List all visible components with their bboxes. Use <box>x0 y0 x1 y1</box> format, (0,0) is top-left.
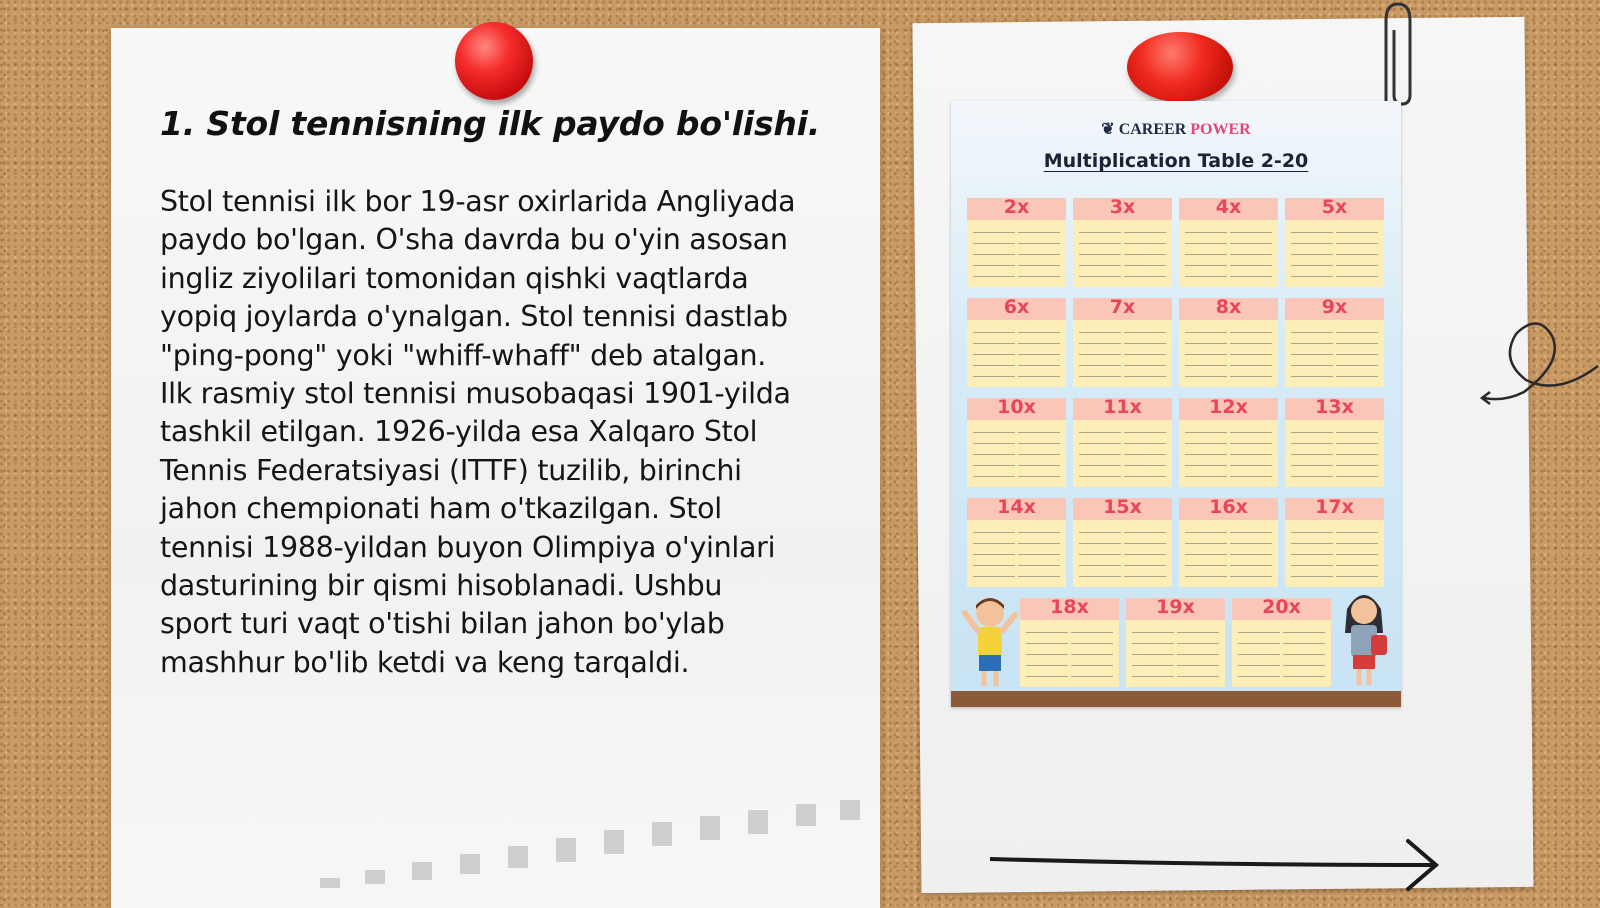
table-cell: 16x <box>1179 498 1278 587</box>
table-cell: 13x <box>1285 398 1384 487</box>
table-cell: 3x <box>1073 198 1172 287</box>
table-cell: 19x <box>1126 598 1225 687</box>
torn-paper-edge <box>320 800 880 900</box>
table-cell: 6x <box>967 298 1066 387</box>
table-grid <box>967 196 1387 618</box>
red-pushpin-icon <box>455 22 533 100</box>
table-cell: 14x <box>967 498 1066 587</box>
multiplication-table-poster <box>951 101 1401 707</box>
right-arrow-icon <box>990 835 1450 895</box>
slide-heading: 1. Stol tennisning ilk paydo bo'lishi. <box>160 104 821 143</box>
brand-mark-icon: ❦ <box>1101 121 1119 138</box>
table-cell: 11x <box>1073 398 1172 487</box>
table-cell: 2x <box>967 198 1066 287</box>
table-cell: 10x <box>967 398 1066 487</box>
poster-title: Multiplication Table 2-20 <box>1043 150 1309 172</box>
girl-cartoon-icon <box>1335 585 1393 691</box>
red-pushpin-icon <box>1127 32 1233 102</box>
slide-body-text: Stol tennisi ilk bor 19-asr oxirlarida Angliyada paydo bo'lgan. O'sha davrda bu o'yin asosan ingliz ziyolilari tomonidan qishki vaqtlarda yopiq joylarda o'ynalgan. Stol tennisi dastlab "ping-pong" yoki "whiff-whaff" deb atalgan. Ilk rasmiy stol tennisi musobaqasi 1901-yilda tashkil etilgan. 1926-yilda esa Xalqaro Stol Tennis Federatsiyasi (ITTF) tuzilib, birinchi jahon chempionati ham o'tkazilgan. Stol tennisi 1988-yildan buyon Olimpiya o'yinlari dasturining bir qismi hisoblanadi. Ushbu sport turi vaqt o'tishi bilan jahon bo'ylab mashhur bo'lib ketdi va keng tarqaldi. <box>160 185 796 679</box>
table-cell: 15x <box>1073 498 1172 587</box>
table-cell: 7x <box>1073 298 1172 387</box>
table-cell: 5x <box>1285 198 1384 287</box>
table-cell: 12x <box>1179 398 1278 487</box>
boy-cartoon-icon <box>961 591 1019 691</box>
table-cell: 8x <box>1179 298 1278 387</box>
curly-arrow-doodle-icon <box>1480 310 1600 410</box>
table-cell: 17x <box>1285 498 1384 587</box>
career-power-logo: ❦ CAREER POWER <box>1101 121 1251 138</box>
table-cell: 4x <box>1179 198 1278 287</box>
table-cell: 20x <box>1232 598 1331 687</box>
poster-bottom-strip <box>951 691 1401 707</box>
table-cell: 9x <box>1285 298 1384 387</box>
table-cell: 18x <box>1020 598 1119 687</box>
